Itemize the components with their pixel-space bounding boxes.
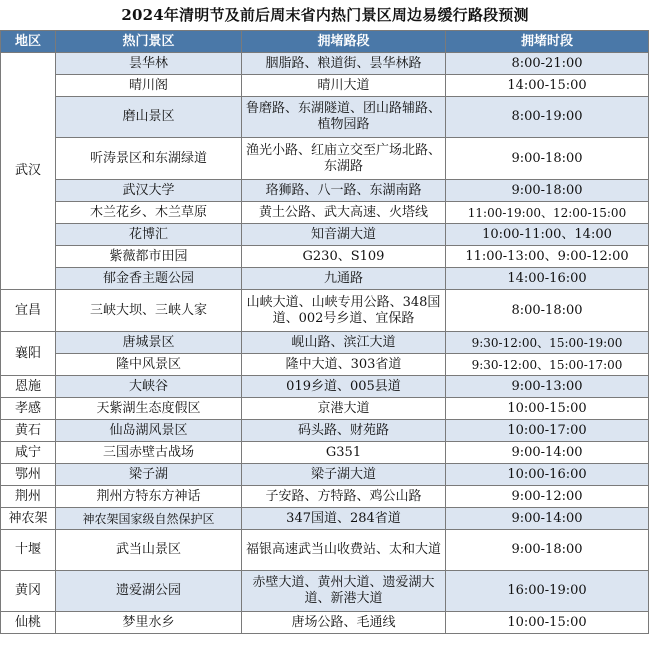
congestion-table [0,30,649,634]
spot-cell: 唐城景区 [56,332,242,354]
spot-cell: 武汉大学 [56,180,242,202]
spot-cell: 听涛景区和东湖绿道 [56,138,242,180]
spot-cell: 梦里水乡 [56,612,242,634]
spot-cell: 仙岛湖风景区 [56,420,242,442]
spot-cell: 隆中风景区 [56,354,242,376]
region-cell: 咸宁 [1,442,56,464]
spot-cell: 天紫湖生态度假区 [56,398,242,420]
region-cell: 宜昌 [1,290,56,332]
table-row [1,202,649,224]
region-cell: 孝感 [1,398,56,420]
region-cell: 黄石 [1,420,56,442]
region-cell: 仙桃 [1,612,56,634]
header-spot: 热门景区 [56,31,242,53]
table-row [1,180,649,202]
table-row [1,464,649,486]
region-cell: 荆州 [1,486,56,508]
spot-cell: 晴川阁 [56,75,242,97]
table-row [1,420,649,442]
table-row [1,354,649,376]
spot-cell: 郁金香主题公园 [56,268,242,290]
time-cell: 9:30-12:00、15:00-19:00 [446,332,649,354]
time-cell: 9:30-12:00、15:00-17:00 [446,354,649,376]
time-cell: 14:00-16:00 [446,268,649,290]
header-row [1,31,649,53]
road-cell: 晴川大道 [242,75,446,97]
time-cell: 10:00-15:00 [446,398,649,420]
spot-cell: 荆州方特东方神话 [56,486,242,508]
road-cell: 347国道、284省道 [242,508,446,530]
time-cell: 8:00-21:00 [446,53,649,75]
region-cell: 恩施 [1,376,56,398]
road-cell: 胭脂路、粮道街、昙华林路 [242,53,446,75]
table-row [1,486,649,508]
road-cell: 岘山路、滨江大道 [242,332,446,354]
road-cell: 山峡大道、山峡专用公路、348国道、002号乡道、宜保路 [242,290,446,332]
road-cell: 福银高速武当山收费站、太和大道 [242,530,446,571]
table-row [1,53,649,75]
region-cell: 襄阳 [1,332,56,376]
time-cell: 8:00-19:00 [446,97,649,138]
road-cell: 019乡道、005县道 [242,376,446,398]
table-row [1,246,649,268]
road-cell: 珞狮路、八一路、东湖南路 [242,180,446,202]
time-cell: 9:00-14:00 [446,508,649,530]
spot-cell: 遗爱湖公园 [56,571,242,612]
table-row [1,75,649,97]
time-cell: 9:00-13:00 [446,376,649,398]
spot-cell: 神农架国家级自然保护区 [56,508,242,530]
spot-cell: 木兰花乡、木兰草原 [56,202,242,224]
table-row [1,138,649,180]
time-cell: 10:00-16:00 [446,464,649,486]
region-cell: 黄冈 [1,571,56,612]
road-cell: 码头路、财苑路 [242,420,446,442]
road-cell: 渔光小路、红庙立交至广场北路、东湖路 [242,138,446,180]
road-cell: 唐场公路、毛通线 [242,612,446,634]
header-region: 地区 [1,31,56,53]
spot-cell: 磨山景区 [56,97,242,138]
time-cell: 8:00-18:00 [446,290,649,332]
spot-cell: 昙华林 [56,53,242,75]
table-row [1,571,649,612]
table-row [1,332,649,354]
spot-cell: 三国赤壁古战场 [56,442,242,464]
spot-cell: 大峡谷 [56,376,242,398]
spot-cell: 花博汇 [56,224,242,246]
time-cell: 9:00-14:00 [446,442,649,464]
region-cell: 鄂州 [1,464,56,486]
road-cell: 鲁磨路、东湖隧道、团山路辅路、植物园路 [242,97,446,138]
road-cell: 子安路、方特路、鸡公山路 [242,486,446,508]
spot-cell: 武当山景区 [56,530,242,571]
time-cell: 9:00-18:00 [446,180,649,202]
road-cell: 黄土公路、武大高速、火塔线 [242,202,446,224]
table-row [1,508,649,530]
table-row [1,612,649,634]
time-cell: 10:00-15:00 [446,612,649,634]
road-cell: G230、S109 [242,246,446,268]
region-cell: 神农架 [1,508,56,530]
road-cell: 隆中大道、303省道 [242,354,446,376]
time-cell: 14:00-15:00 [446,75,649,97]
time-cell: 9:00-12:00 [446,486,649,508]
spot-cell: 三峡大坝、三峡人家 [56,290,242,332]
time-cell: 11:00-19:00、12:00-15:00 [446,202,649,224]
time-cell: 9:00-18:00 [446,138,649,180]
table-row [1,290,649,332]
table-row [1,442,649,464]
table-row [1,398,649,420]
table-row [1,268,649,290]
spot-cell: 紫薇都市田园 [56,246,242,268]
region-cell: 武汉 [1,53,56,290]
road-cell: G351 [242,442,446,464]
road-cell: 赤壁大道、黄州大道、遗爱湖大道、新港大道 [242,571,446,612]
page-title: 2024年清明节及前后周末省内热门景区周边易缓行路段预测 [121,6,529,24]
time-cell: 10:00-11:00、14:00 [446,224,649,246]
time-cell: 9:00-18:00 [446,530,649,571]
table-row [1,376,649,398]
road-cell: 知音湖大道 [242,224,446,246]
table-row [1,97,649,138]
header-time: 拥堵时段 [446,31,649,53]
road-cell: 九通路 [242,268,446,290]
header-road: 拥堵路段 [242,31,446,53]
road-cell: 梁子湖大道 [242,464,446,486]
time-cell: 16:00-19:00 [446,571,649,612]
spot-cell: 梁子湖 [56,464,242,486]
table-row [1,224,649,246]
time-cell: 11:00-13:00、9:00-12:00 [446,246,649,268]
time-cell: 10:00-17:00 [446,420,649,442]
road-cell: 京港大道 [242,398,446,420]
table-row [1,530,649,571]
region-cell: 十堰 [1,530,56,571]
